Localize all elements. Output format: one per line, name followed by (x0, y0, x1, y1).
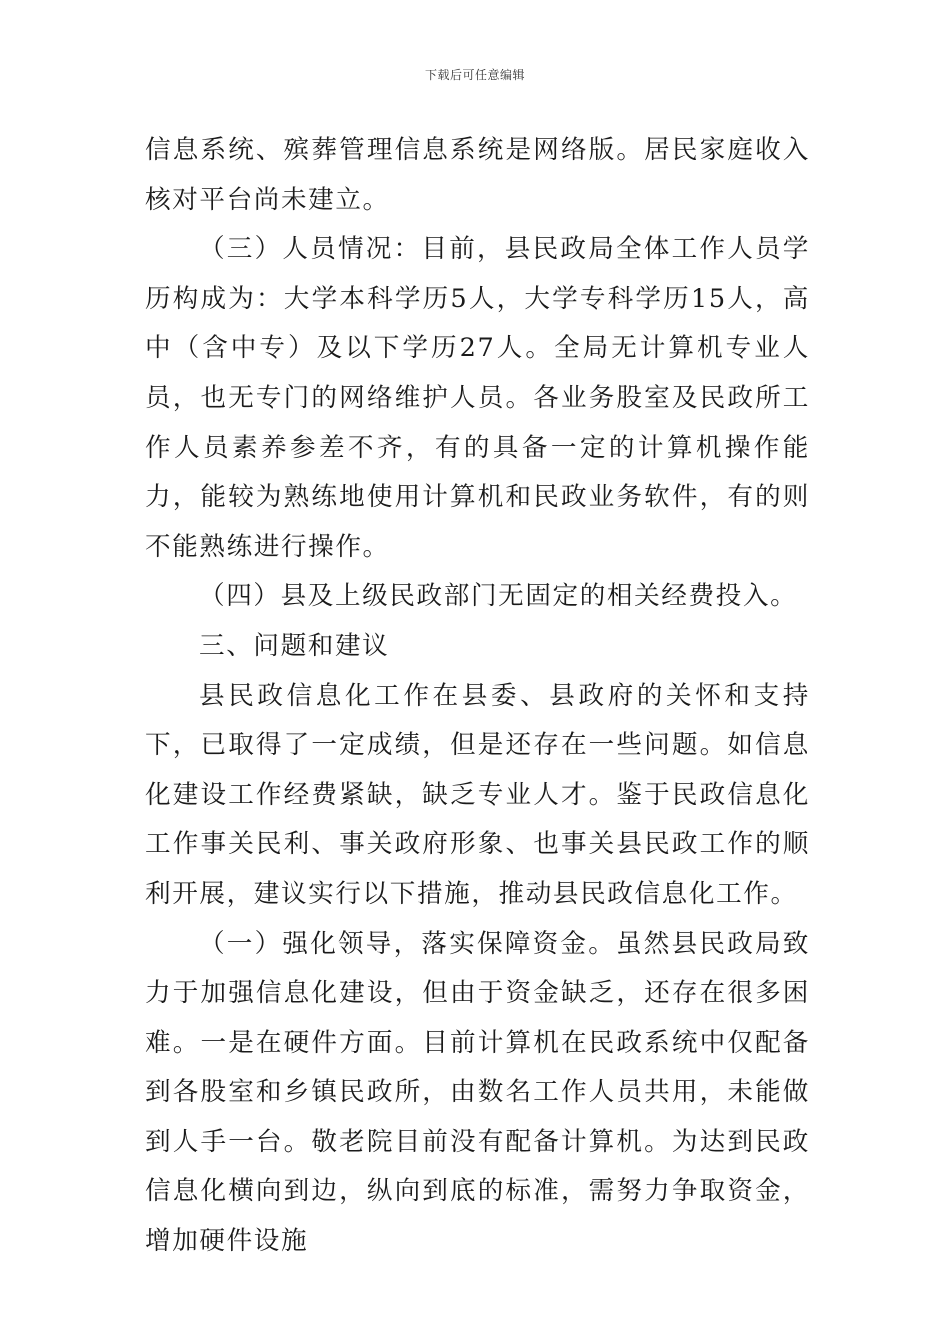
paragraph-1: 信息系统、殡葬管理信息系统是网络版。居民家庭收入核对平台尚未建立。 (145, 135, 810, 215)
paragraph-3: （四）县及上级民政部门无固定的相关经费投入。 (199, 581, 798, 612)
section-heading: 三、问题和建议 (199, 630, 390, 661)
page-header: 下载后可任意编辑 (424, 68, 525, 82)
document-body (145, 126, 810, 1267)
paragraph-4: 县民政信息化工作在县委、县政府的关怀和支持下，已取得了一定成绩，但是还存在一些问题。如信息化建设工作经费紧缺，缺乏专业人才。鉴于民政信息化工作事关民利、事关政府形象、也事关县民政工作的顺利开展，建议实行以下措施，推动县民政信息化工作。 (145, 680, 810, 909)
paragraph-2: （三）人员情况：目前，县民政局全体工作人员学历构成为：大学本科学历5人，大学专科学历15人，高中（含中专）及以下学历27人。全局无计算机专业人员，也无专门的网络维护人员。各业务股室及民政所工作人员素养参差不齐，有的具备一定的计算机操作能力，能较为熟练地使用计算机和民政业务软件，有的则不能熟练进行操作。 (145, 234, 810, 562)
paragraph-5: （一）强化领导，落实保障资金。虽然县民政局致力于加强信息化建设，但由于资金缺乏，还存在很多困难。一是在硬件方面。目前计算机在民政系统中仅配备到各股室和乡镇民政所，由数名工作人员共用，未能做到人手一台。敬老院目前没有配备计算机。为达到民政信息化横向到边，纵向到底的标准，需努力争取资金，增加硬件设施 (145, 928, 810, 1257)
